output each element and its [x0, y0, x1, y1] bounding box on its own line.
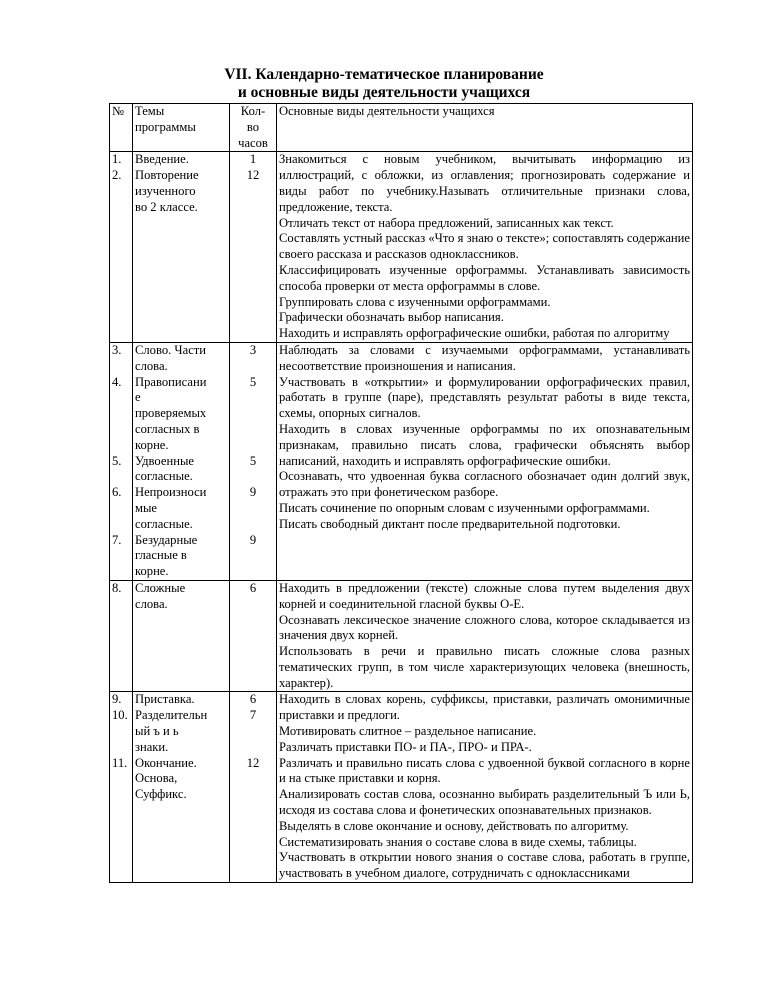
row-topics: Введение. Повторение изученного во 2 классе.: [133, 152, 230, 343]
activity-item: Группировать слова с изученными орфограммами.: [279, 294, 551, 309]
row-topics: Сложные слова.: [133, 580, 230, 692]
activity-item: Осознавать, что удвоенная буква согласного обозначает один долгий звук, отражать это при фонетическом разборе.: [279, 469, 690, 500]
activity-item: Различать и правильно писать слова с удвоенной буквой согласного в корне и на стыке приставки и корня.: [279, 755, 690, 786]
row-numbers: 9. 10. 11.: [110, 692, 133, 883]
activity-item: Классифицировать изученные орфограммы. Устанавливать зависимость способа проверки от места орфограммы в слове.: [279, 262, 690, 293]
activity-item: Мотивировать слитное – раздельное написание.: [279, 724, 537, 739]
row-activities: [277, 692, 693, 883]
activity-item: Писать сочинение по опорным словам с изученными орфограммами.: [279, 500, 650, 515]
table-row: [110, 342, 693, 580]
planning-table: [109, 103, 693, 883]
activity-item: Наблюдать за словами с изучаемыми орфограммами, устанавливать несоответствие произношения и написания.: [279, 342, 690, 373]
header-activities: Основные виды деятельности учащихся: [277, 104, 693, 152]
activity-item: Находить в словах корень, суффиксы, приставки, различать омонимичные приставки и предлоги.: [279, 692, 690, 723]
activity-item: Анализировать состав слова, осознанно выбирать разделительный Ъ или Ь, исходя из состава слова и фонетических опознавательных признаков.: [279, 787, 690, 818]
row-hours: 1 12: [230, 152, 277, 343]
table-row: [110, 692, 693, 883]
row-hours: 3 5 5 9 9: [230, 342, 277, 580]
row-hours: 6 7 12: [230, 692, 277, 883]
activity-item: Использовать в речи и правильно писать сложные слова разных тематических групп, в том числе характеризующих человека (внешность, характер).: [279, 644, 690, 690]
activity-item: Различать приставки ПО- и ПА-, ПРО- и ПРА-.: [279, 739, 532, 754]
title-line-2: и основные виды деятельности учащихся: [237, 84, 531, 101]
activity-item: Знакомиться с новым учебником, вычитывать информацию из иллюстраций, с обложки, из оглавления; прогнозировать содержание и виды работ по учебнику.Называть отличительные признаки слова, предложение, текста.: [279, 152, 690, 214]
row-numbers: 3. 4. 5. 6. 7.: [110, 342, 133, 580]
header-number: №: [110, 104, 133, 152]
activity-item: Графически обозначать выбор написания.: [279, 310, 504, 325]
row-activities: [277, 152, 693, 343]
activity-item: Находить в предложении (тексте) сложные слова путем выделения двух корней и соединительной гласной буквы О-Е.: [279, 580, 690, 611]
row-numbers: 8.: [110, 580, 133, 692]
activity-item: Систематизировать знания о составе слова в виде схемы, таблицы.: [279, 834, 637, 849]
row-topics: Слово. Части слова. Правописани е проверяемых согласных в корне. Удвоенные согласные. Непроизноси мые согласные. Безударные гласные в корне.: [133, 342, 230, 580]
row-activities: [277, 580, 693, 692]
page-title: [0, 66, 768, 102]
table-row: [110, 580, 693, 692]
header-hours: Кол- во часов: [230, 104, 277, 152]
activity-item: Находить в словах изученные орфограммы по их опознавательным признакам, правильно писать слова, графически объяснять выбор написаний, находить и исправлять орфографические ошибки.: [279, 421, 690, 468]
activity-item: Участвовать в «открытии» и формулировании орфографических правил, работать в группе (паре), представлять результат работы в виде текста, схемы, опорных сигналов.: [279, 374, 690, 421]
activity-item: Участвовать в открытии нового знания о составе слова, работать в группе, участвовать в учебном диалоге, сотрудничать с одноклассниками: [279, 850, 690, 881]
row-numbers: 1. 2.: [110, 152, 133, 343]
table-header-row: [110, 104, 693, 152]
table-row: [110, 152, 693, 343]
activity-item: Писать свободный диктант после предварительной подготовки.: [279, 516, 621, 531]
row-activities: [277, 342, 693, 580]
title-line-1: VII. Календарно-тематическое планирование: [224, 66, 544, 83]
activity-item: Выделять в слове окончание и основу, действовать по алгоритму.: [279, 818, 629, 833]
activity-item: Отличать текст от набора предложений, записанных как текст.: [279, 215, 614, 230]
activity-item: Находить и исправлять орфографические ошибки, работая по алгоритму: [279, 326, 670, 341]
header-topics: Темы программы: [133, 104, 230, 152]
row-hours: 6: [230, 580, 277, 692]
row-topics: Приставка. Разделительн ый ъ и ь знаки. Окончание. Основа, Суффикс.: [133, 692, 230, 883]
activity-item: Осознавать лексическое значение сложного слова, которое складывается из значения двух корней.: [279, 612, 690, 643]
activity-item: Составлять устный рассказ «Что я знаю о тексте»; сопоставлять содержание своего рассказа и рассказов одноклассников.: [279, 231, 690, 262]
